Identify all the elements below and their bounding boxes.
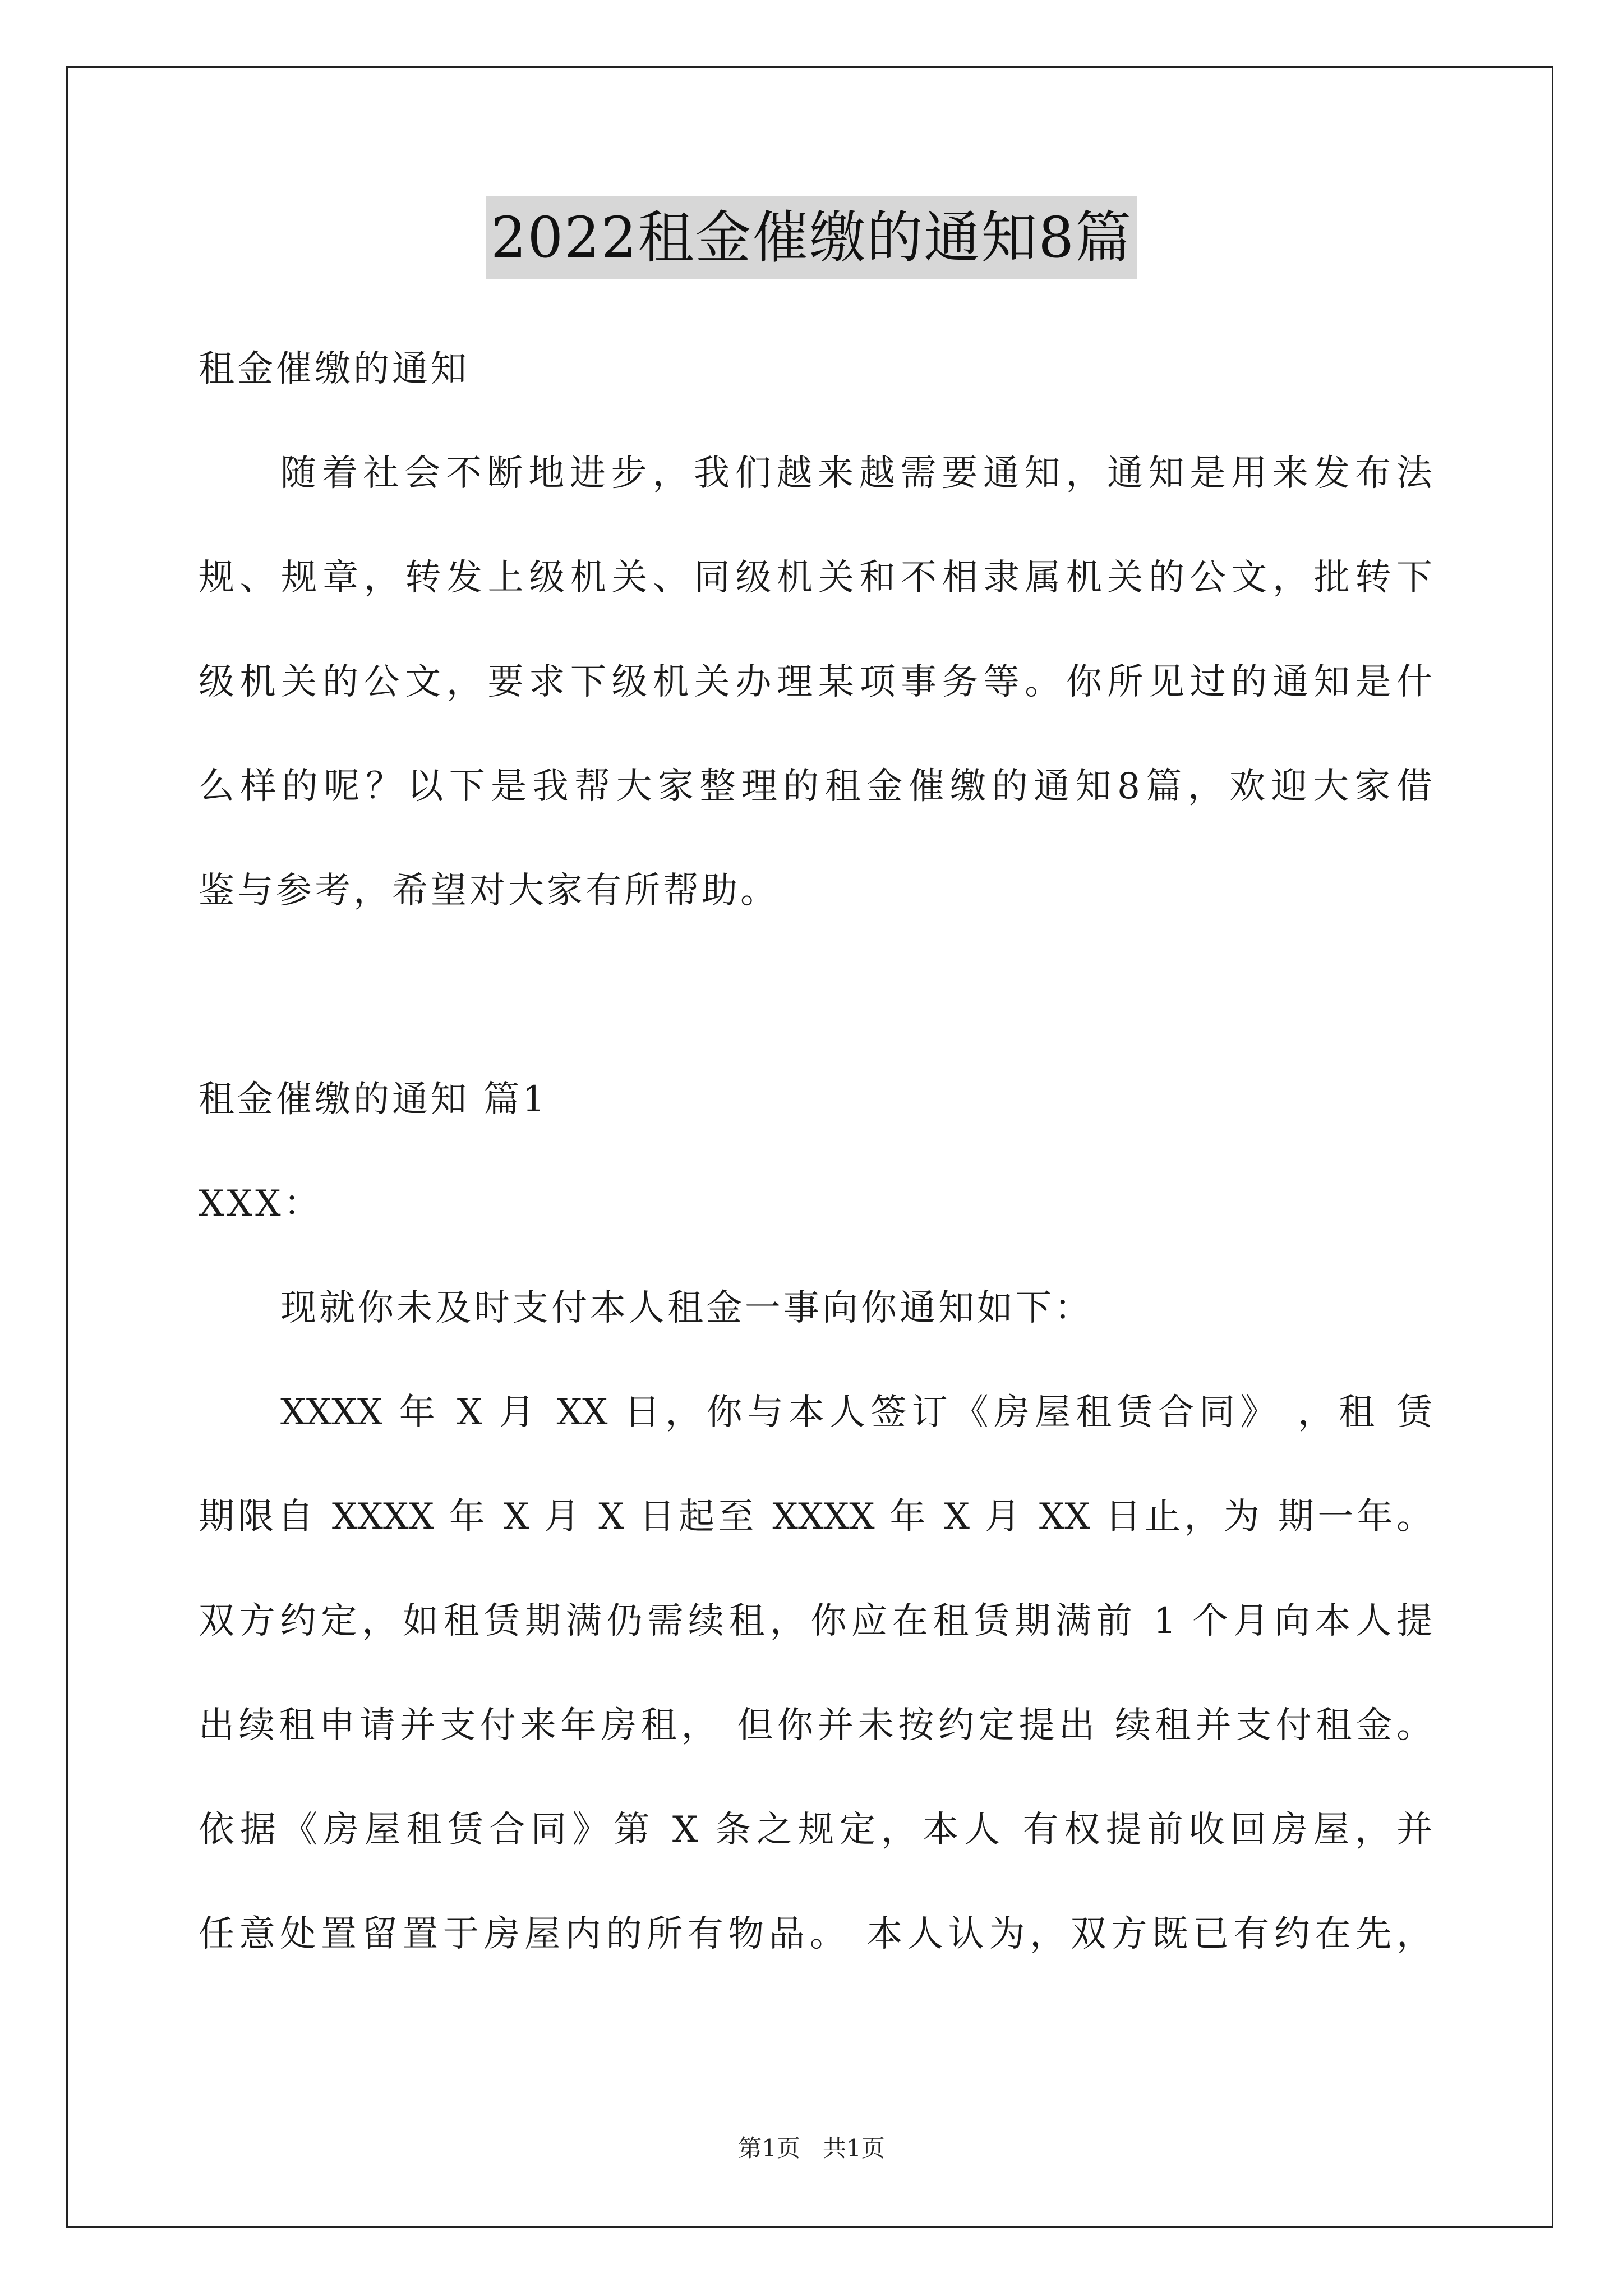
body-line: 期限自 XXXX 年 X 月 X 日起至 XXXX 年 X 月 XX 日止，为 期一年。 bbox=[199, 1496, 1432, 1538]
section-1-heading: 租金催缴的通知 篇1 bbox=[199, 1079, 548, 1120]
intro-line: 级机关的公文，要求下级机关办理某项事务等。你所见过的通知是什 bbox=[199, 661, 1432, 703]
page-number: 第1页 bbox=[738, 2134, 800, 2162]
section-heading: 租金催缴的通知 bbox=[199, 348, 469, 390]
document-body bbox=[199, 342, 1432, 1961]
title-container bbox=[0, 196, 1623, 279]
addressee: XXX： bbox=[199, 1183, 322, 1225]
document-title: 2022租金催缴的通知8篇 bbox=[486, 196, 1137, 279]
intro-line: 鉴与参考，希望对大家有所帮助。 bbox=[199, 870, 779, 912]
intro-line: 随着社会不断地进步，我们越来越需要通知，通知是用来发布法 bbox=[280, 453, 1432, 494]
intro-line: 规、规章，转发上级机关、同级机关和不相隶属机关的公文，批转下 bbox=[199, 557, 1432, 599]
body-line: XXXX 年 X 月 XX 日，你与本人签订《房屋租赁合同》 ，租 赁 bbox=[280, 1392, 1432, 1433]
page-footer bbox=[0, 2132, 1623, 2165]
section-1-opening: 现就你未及时支付本人租金一事向你通知如下： bbox=[280, 1287, 1093, 1329]
body-line: 任意处置留置于房屋内的所有物品。 本人认为，双方既已有约在先， bbox=[199, 1913, 1432, 1955]
body-line: 依据《房屋租赁合同》第 X 条之规定，本人 有权提前收回房屋，并 bbox=[199, 1809, 1432, 1851]
body-line: 出续租申请并支付来年房租， 但你并未按约定提出 续租并支付租金。 bbox=[199, 1705, 1432, 1746]
intro-line: 么样的呢？以下是我帮大家整理的租金催缴的通知8篇，欢迎大家借 bbox=[199, 766, 1432, 807]
body-line: 双方约定，如租赁期满仍需续租，你应在租赁期满前 1 个月向本人提 bbox=[199, 1600, 1432, 1642]
page-total: 共1页 bbox=[823, 2134, 885, 2162]
